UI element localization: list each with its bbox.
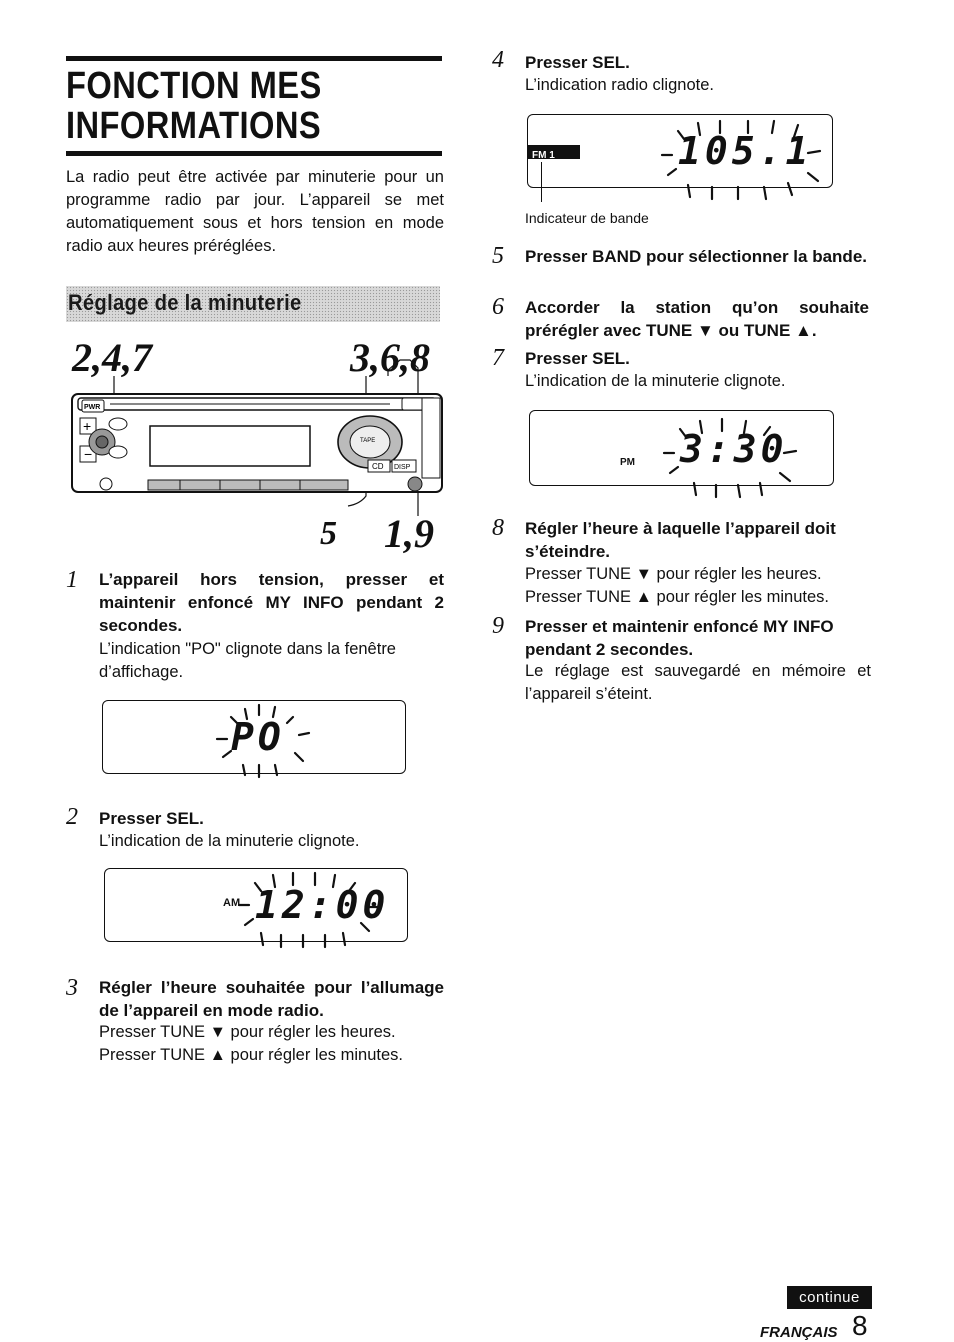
svg-text:+: + bbox=[83, 418, 92, 434]
step-9-number: 9 bbox=[492, 613, 504, 639]
step-2-heading: Presser SEL. bbox=[99, 809, 204, 828]
pwr-button-label: PWR bbox=[84, 404, 101, 411]
band-indicator-caption: Indicateur de bande bbox=[525, 210, 649, 226]
step-8-heading: Régler l’heure à laquelle l’appareil doit s’éteindre. bbox=[525, 519, 836, 561]
section-banner bbox=[66, 286, 440, 322]
step-3-number: 3 bbox=[66, 975, 78, 1001]
page-title-line1: FONCTION MES bbox=[66, 65, 322, 107]
page-title bbox=[66, 66, 393, 146]
step-7-number: 7 bbox=[492, 345, 504, 371]
step-7-heading: Presser SEL. bbox=[525, 349, 630, 368]
band-indicator-label: FM 1 bbox=[532, 150, 555, 161]
callout-3-6-8: 3,6,8 bbox=[350, 335, 430, 380]
step-3-body-line1: Presser TUNE ▼ pour régler les heures. bbox=[99, 1023, 396, 1041]
callout-2-4-7: 2,4,7 bbox=[72, 335, 152, 380]
step-4-body: L’indication radio clignote. bbox=[525, 76, 714, 94]
tape-button-label: TAPE bbox=[360, 438, 376, 444]
band-indicator bbox=[528, 145, 580, 159]
step-6-heading: Accorder la station qu’on souhaite prérégler avec TUNE ▼ ou TUNE ▲. bbox=[525, 298, 869, 340]
page-number: 8 bbox=[852, 1310, 868, 1341]
disp-button-label: DISP bbox=[394, 464, 411, 471]
step-3-body-line2: Presser TUNE ▲ pour régler les minutes. bbox=[99, 1046, 403, 1064]
step-6-number: 6 bbox=[492, 294, 504, 320]
intro-paragraph: La radio peut être activée par minuterie pour un programme radio par jour. L’appareil se met automatiquement sous et hors tension en mode radio aux heures préréglées. bbox=[66, 168, 444, 255]
title-rule-top bbox=[66, 56, 442, 61]
step-9-heading: Presser et maintenir enfoncé MY INFO pendant 2 secondes. bbox=[525, 617, 834, 659]
title-rule-bottom bbox=[66, 151, 442, 156]
lcd-display-frequency bbox=[527, 114, 833, 188]
step-7-body: L’indication de la minuterie clignote. bbox=[525, 372, 786, 390]
lcd-pm-indicator: PM bbox=[620, 457, 635, 468]
step-5-heading: Presser BAND pour sélectionner la bande. bbox=[525, 247, 867, 266]
lcd-value-po: PO bbox=[231, 715, 285, 759]
step-1-number: 1 bbox=[66, 567, 78, 593]
step-9-body: Le réglage est sauvegardé en mémoire et l’appareil s’éteint. bbox=[525, 662, 871, 703]
lcd-display-330 bbox=[529, 410, 834, 486]
lcd-value-time-off: 3:30 bbox=[680, 427, 788, 471]
continue-badge: continue bbox=[787, 1286, 872, 1309]
step-3-heading: Régler l’heure souhaitée pour l’allumage de l’appareil en mode radio. bbox=[99, 978, 444, 1020]
step-4-number: 4 bbox=[492, 47, 504, 73]
callout-1-9: 1,9 bbox=[384, 511, 434, 556]
lcd-display-1200 bbox=[104, 868, 408, 942]
step-1-heading: L’appareil hors tension, presser et maintenir enfoncé MY INFO pendant 2 secondes. bbox=[99, 570, 444, 635]
lcd-am-indicator: AM bbox=[223, 897, 241, 909]
step-8-body-line1: Presser TUNE ▼ pour régler les heures. bbox=[525, 565, 822, 583]
step-1-body: L’indication "PO" clignote dans la fenêtre d’affichage. bbox=[99, 640, 396, 681]
step-8-body-line2: Presser TUNE ▲ pour régler les minutes. bbox=[525, 588, 829, 606]
band-indicator-leader bbox=[541, 162, 542, 202]
step-8-number: 8 bbox=[492, 515, 504, 541]
step-2-body: L’indication de la minuterie clignote. bbox=[99, 832, 360, 850]
section-title: Réglage de la minuterie bbox=[68, 290, 302, 315]
step-4-heading: Presser SEL. bbox=[525, 53, 630, 72]
language-label: FRANÇAIS bbox=[760, 1324, 838, 1341]
step-2-number: 2 bbox=[66, 804, 78, 830]
lcd-value-time: 12:00 bbox=[255, 883, 390, 927]
page-title-line2: INFORMATIONS bbox=[66, 105, 322, 147]
svg-text:−: − bbox=[84, 446, 93, 462]
lcd-display-po bbox=[102, 700, 406, 774]
car-stereo-illustration bbox=[70, 356, 450, 516]
cd-button-label: CD bbox=[372, 462, 384, 471]
step-5-number: 5 bbox=[492, 243, 504, 269]
callout-5: 5 bbox=[320, 515, 337, 552]
lcd-value-frequency: 105.1 bbox=[678, 129, 813, 173]
